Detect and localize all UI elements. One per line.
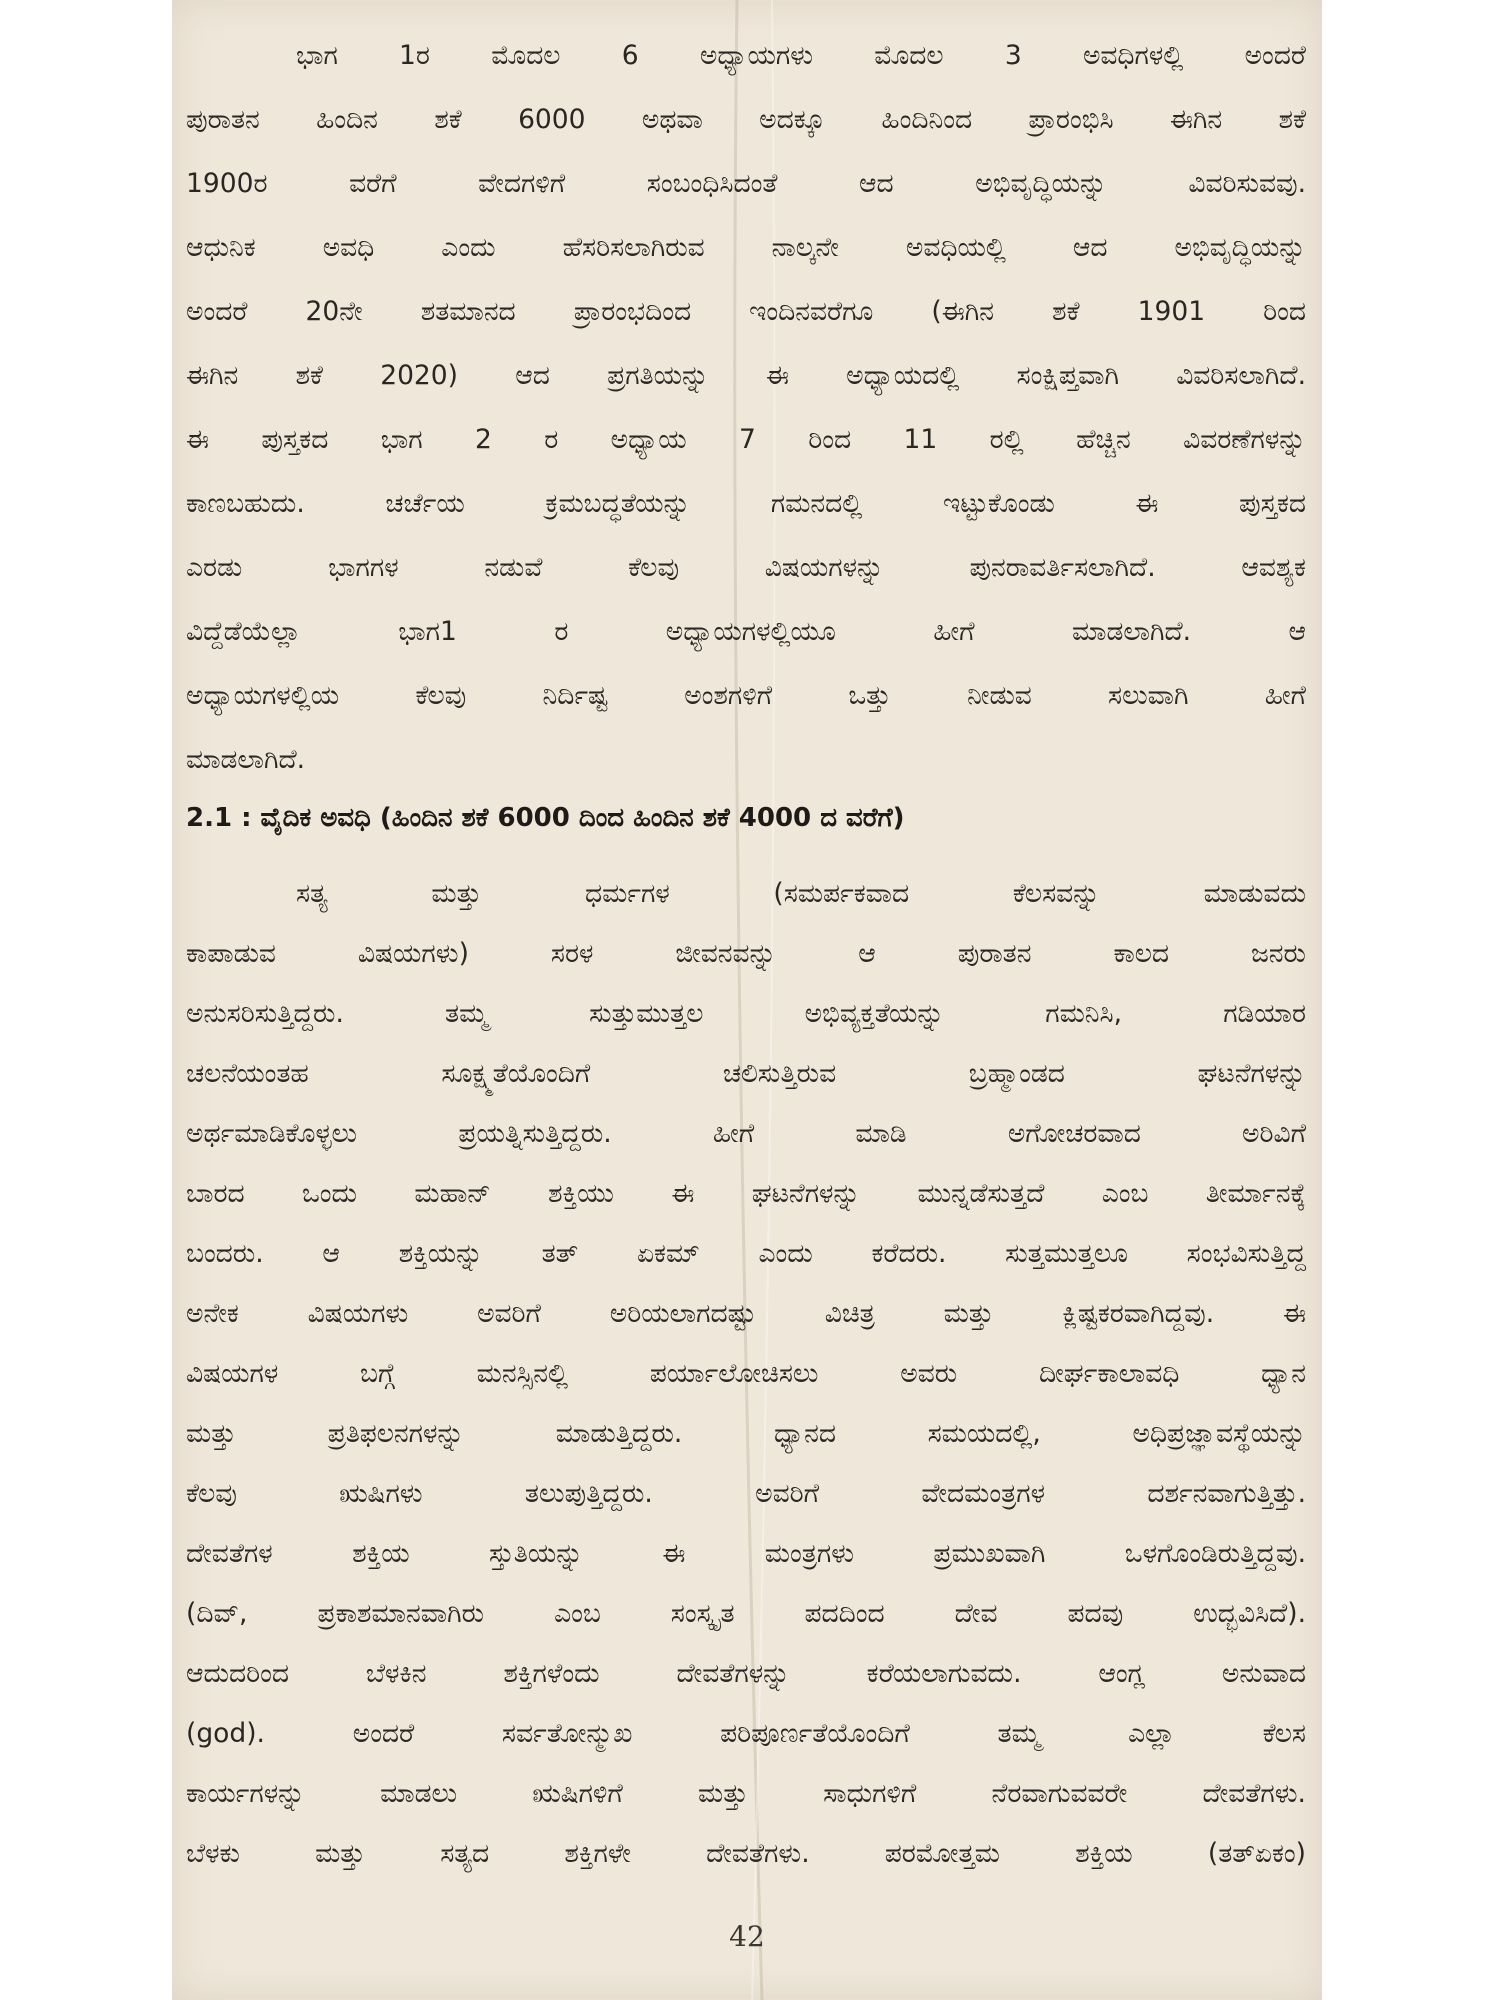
text-line: (ದಿವ್, ಪ್ರಕಾಶಮಾನವಾಗಿರು ಎಂಬ ಸಂಸ್ಕೃತ ಪದದಿಂದ ದೇವ ಪದವು ಉದ್ಭವಿಸಿದೆ). <box>186 1598 1306 1629</box>
text-line: ಕಾಪಾಡುವ ವಿಷಯಗಳು) ಸರಳ ಜೀವನವನ್ನು ಆ ಪುರಾತನ ಕಾಲದ ಜನರು <box>186 938 1306 969</box>
text-line: ಅನುಸರಿಸುತ್ತಿದ್ದರು. ತಮ್ಮ ಸುತ್ತುಮುತ್ತಲ ಅಭಿವ್ಯಕ್ತತೆಯನ್ನು ಗಮನಿಸಿ, ಗಡಿಯಾರ <box>186 998 1306 1029</box>
text-line: ಕಾರ್ಯಗಳನ್ನು ಮಾಡಲು ಋಷಿಗಳಿಗೆ ಮತ್ತು ಸಾಧುಗಳಿಗೆ ನೆರವಾಗುವವರೇ ದೇವತೆಗಳು. <box>186 1778 1306 1809</box>
text-line: ಅನೇಕ ವಿಷಯಗಳು ಅವರಿಗೆ ಅರಿಯಲಾಗದಷ್ಟು ವಿಚಿತ್ರ ಮತ್ತು ಕ್ಲಿಷ್ಟಕರವಾಗಿದ್ದವು. ಈ <box>186 1298 1306 1329</box>
text-line: (god). ಅಂದರೆ ಸರ್ವತೋನ್ಮುಖ ಪರಿಪೂರ್ಣತೆಯೊಂದಿಗೆ ತಮ್ಮ ಎಲ್ಲಾ ಕೆಲಸ <box>186 1718 1306 1749</box>
text-line: ಬಂದರು. ಆ ಶಕ್ತಿಯನ್ನು ತತ್ ಏಕಮ್ ಎಂದು ಕರೆದರು. ಸುತ್ತಮುತ್ತಲೂ ಸಂಭವಿಸುತ್ತಿದ್ದ <box>186 1238 1306 1269</box>
text-line: ಸತ್ಯ ಮತ್ತು ಧರ್ಮಗಳ (ಸಮರ್ಪಕವಾದ ಕೆಲಸವನ್ನು ಮಾಡುವದು <box>296 878 1306 909</box>
text-line: ಬೆಳಕು ಮತ್ತು ಸತ್ಯದ ಶಕ್ತಿಗಳೇ ದೇವತೆಗಳು. ಪರಮೋತ್ತಮ ಶಕ್ತಿಯ (ತತ್‌ಏಕಂ) <box>186 1838 1306 1869</box>
text-line: ಈಗಿನ ಶಕೆ 2020) ಆದ ಪ್ರಗತಿಯನ್ನು ಈ ಅಧ್ಯಾಯದಲ್ಲಿ ಸಂಕ್ಷಿಪ್ತವಾಗಿ ವಿವರಿಸಲಾಗಿದೆ. <box>186 360 1306 391</box>
text-line: ಎರಡು ಭಾಗಗಳ ನಡುವೆ ಕೆಲವು ವಿಷಯಗಳನ್ನು ಪುನರಾವರ್ತಿಸಲಾಗಿದೆ. ಆವಶ್ಯಕ <box>186 552 1306 583</box>
text-line: ಮಾಡಲಾಗಿದೆ. <box>186 744 306 775</box>
text-line: ಅಂದರೆ 20ನೇ ಶತಮಾನದ ಪ್ರಾರಂಭದಿಂದ ಇಂದಿನವರೆಗೂ (ಈಗಿನ ಶಕೆ 1901 ರಿಂದ <box>186 296 1306 327</box>
book-page <box>172 0 1322 2000</box>
text-line: ಕೆಲವು ಋಷಿಗಳು ತಲುಪುತ್ತಿದ್ದರು. ಅವರಿಗೆ ವೇದಮಂತ್ರಗಳ ದರ್ಶನವಾಗುತ್ತಿತ್ತು. <box>186 1478 1306 1509</box>
text-line: ಅರ್ಥಮಾಡಿಕೊಳ್ಳಲು ಪ್ರಯತ್ನಿಸುತ್ತಿದ್ದರು. ಹೀಗೆ ಮಾಡಿ ಅಗೋಚರವಾದ ಅರಿವಿಗೆ <box>186 1118 1306 1149</box>
text-line: 1900ರ ವರೆಗೆ ವೇದಗಳಿಗೆ ಸಂಬಂಧಿಸಿದಂತೆ ಆದ ಅಭಿವೃದ್ಧಿಯನ್ನು ವಿವರಿಸುವವು. <box>186 168 1306 199</box>
section-heading: 2.1 : ವೈದಿಕ ಅವಧಿ (ಹಿಂದಿನ ಶಕೆ 6000 ದಿಂದ ಹಿಂದಿನ ಶಕೆ 4000 ದ ವರೆಗೆ) <box>186 803 905 833</box>
text-line: ಪುರಾತನ ಹಿಂದಿನ ಶಕೆ 6000 ಅಥವಾ ಅದಕ್ಕೂ ಹಿಂದಿನಿಂದ ಪ್ರಾರಂಭಿಸಿ ಈಗಿನ ಶಕೆ <box>186 104 1306 135</box>
text-line: ಕಾಣಬಹುದು. ಚರ್ಚೆಯ ಕ್ರಮಬದ್ಧತೆಯನ್ನು ಗಮನದಲ್ಲಿ ಇಟ್ಟುಕೊಂಡು ಈ ಪುಸ್ತಕದ <box>186 488 1306 519</box>
text-line: ವಿಷಯಗಳ ಬಗ್ಗೆ ಮನಸ್ಸಿನಲ್ಲಿ ಪರ್ಯಾಲೋಚಿಸಲು ಅವರು ದೀರ್ಘಕಾಲಾವಧಿ ಧ್ಯಾನ <box>186 1358 1306 1389</box>
text-line: ಆಧುನಿಕ ಅವಧಿ ಎಂದು ಹೆಸರಿಸಲಾಗಿರುವ ನಾಲ್ಕನೇ ಅವಧಿಯಲ್ಲಿ ಆದ ಅಭಿವೃದ್ಧಿಯನ್ನು <box>186 232 1306 263</box>
text-line: ವಿದ್ದೆಡೆಯೆಲ್ಲಾ ಭಾಗ1 ರ ಅಧ್ಯಾಯಗಳಲ್ಲಿಯೂ ಹೀಗೆ ಮಾಡಲಾಗಿದೆ. ಆ <box>186 616 1306 647</box>
page-number: 42 <box>729 1920 765 1953</box>
text-line: ಚಲನೆಯಂತಹ ಸೂಕ್ಷ್ಮತೆಯೊಂದಿಗೆ ಚಲಿಸುತ್ತಿರುವ ಬ್ರಹ್ಮಾಂಡದ ಘಟನೆಗಳನ್ನು <box>186 1058 1306 1089</box>
text-line: ಆದುದರಿಂದ ಬೆಳಕಿನ ಶಕ್ತಿಗಳೆಂದು ದೇವತೆಗಳನ್ನು ಕರೆಯಲಾಗುವದು. ಆಂಗ್ಲ ಅನುವಾದ <box>186 1658 1306 1689</box>
text-line: ಮತ್ತು ಪ್ರತಿಫಲನಗಳನ್ನು ಮಾಡುತ್ತಿದ್ದರು. ಧ್ಯಾನದ ಸಮಯದಲ್ಲಿ, ಅಧಿಪ್ರಜ್ಞಾವಸ್ಥೆಯನ್ನು <box>186 1418 1306 1449</box>
text-line: ಭಾಗ 1ರ ಮೊದಲ 6 ಅಧ್ಯಾಯಗಳು ಮೊದಲ 3 ಅವಧಿಗಳಲ್ಲಿ ಅಂದರೆ <box>296 40 1306 71</box>
text-line: ದೇವತೆಗಳ ಶಕ್ತಿಯ ಸ್ತುತಿಯನ್ನು ಈ ಮಂತ್ರಗಳು ಪ್ರಮುಖವಾಗಿ ಒಳಗೊಂಡಿರುತ್ತಿದ್ದವು. <box>186 1538 1306 1569</box>
text-line: ಅಧ್ಯಾಯಗಳಲ್ಲಿಯ ಕೆಲವು ನಿರ್ದಿಷ್ಟ ಅಂಶಗಳಿಗೆ ಒತ್ತು ನೀಡುವ ಸಲುವಾಗಿ ಹೀಗೆ <box>186 680 1306 711</box>
text-line: ಈ ಪುಸ್ತಕದ ಭಾಗ 2 ರ ಅಧ್ಯಾಯ 7 ರಿಂದ 11 ರಲ್ಲಿ ಹೆಚ್ಚಿನ ವಿವರಣೆಗಳನ್ನು <box>186 424 1306 455</box>
text-line: ಬಾರದ ಒಂದು ಮಹಾನ್ ಶಕ್ತಿಯು ಈ ಘಟನೆಗಳನ್ನು ಮುನ್ನಡೆಸುತ್ತದೆ ಎಂಬ ತೀರ್ಮಾನಕ್ಕೆ <box>186 1178 1306 1209</box>
